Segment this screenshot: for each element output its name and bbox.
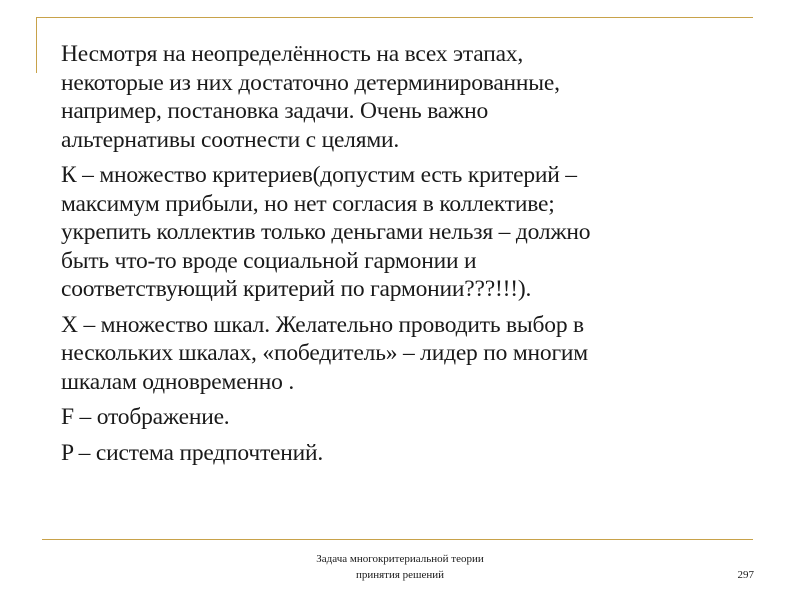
slide-body (61, 40, 771, 474)
paragraph-line: X – множество шкал. Желательно проводить выбор в (61, 311, 584, 338)
paragraph-mapping-f (61, 403, 771, 432)
footer-title-line: принятия решений (355, 569, 445, 581)
bottom-decorative-rule (42, 539, 753, 540)
paragraph-line: Несмотря на неопределённость на всех этапах, (61, 41, 524, 67)
paragraph-line: P – система предпочтений. (61, 439, 324, 466)
paragraph-line: нескольких шкалах, «победитель» – лидер по многим (61, 340, 588, 366)
paragraph-line: шкалам одновременно . (61, 368, 295, 395)
paragraph-uncertainty (61, 40, 771, 154)
paragraph-line: К – множество критериев(допустим есть критерий – (61, 162, 577, 188)
footer-title-line: Задача многокритериальной теории (316, 553, 484, 565)
footer-title (250, 551, 550, 583)
top-decorative-rule (36, 17, 753, 18)
paragraph-line: F – отображение. (61, 404, 230, 430)
paragraph-line: соответствующий критерий по гармонии???!!!). (61, 276, 532, 302)
paragraph-preferences-p (61, 439, 771, 468)
paragraph-line: укрепить коллектив только деньгами нельзя – должно (61, 219, 591, 245)
paragraph-line: например, постановка задачи. Очень важно (61, 98, 488, 124)
paragraph-line: быть что-то вроде социальной гармонии и (61, 247, 477, 274)
paragraph-line: некоторые из них достаточно детерминированные, (61, 69, 560, 96)
page-number: 297 (737, 569, 754, 581)
paragraph-criteria-k (61, 161, 771, 304)
left-decorative-rule (36, 17, 37, 73)
paragraph-line: максимум прибыли, но нет согласия в коллективе; (61, 190, 555, 217)
paragraph-line: альтернативы соотнести с целями. (61, 126, 400, 153)
paragraph-scales-x (61, 311, 771, 397)
